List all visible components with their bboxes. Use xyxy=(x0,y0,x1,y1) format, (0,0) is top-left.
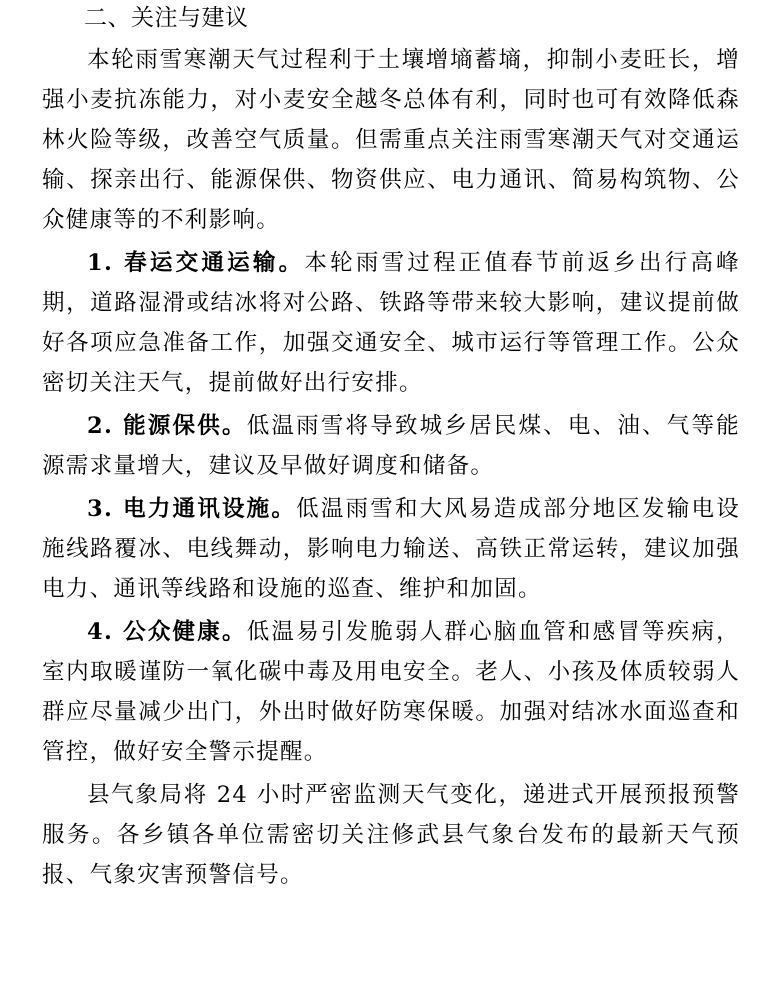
suggestion-health-paragraph xyxy=(42,612,740,772)
paragraph-lead: 2. 能源保供。 xyxy=(87,413,247,439)
paragraph-body: 低温雨雪和大风易造成部分地区发输电设施线路覆冰、电线舞动，影响电力输送、高铁正常运转，建议加强电力、通讯等线路和设施的巡查、维护和加固。 xyxy=(42,496,740,602)
suggestion-power-paragraph xyxy=(42,489,740,609)
paragraph-body: 低温易引发脆弱人群心脑血管和感冒等疾病，室内取暖谨防一氧化碳中毒及用电安全。老人、小孩及体质较弱人群应尽量减少出门，外出时做好防寒保暖。加强对结冰水面巡查和管控，做好安全警示提醒。 xyxy=(42,619,740,765)
paragraph-lead: 3. 电力通讯设施。 xyxy=(87,496,297,522)
closing-paragraph xyxy=(42,775,740,895)
intro-paragraph xyxy=(42,40,740,240)
paragraph-body: 本轮雨雪寒潮天气过程利于土壤增墒蓄墒，抑制小麦旺长，增强小麦抗冻能力，对小麦安全越冬总体有利，同时也可有效降低森林火险等级，改善空气质量。但需重点关注雨雪寒潮天气对交通运输、探亲出行、能源保供、物资供应、电力通讯、简易构筑物、公众健康等的不利影响。 xyxy=(42,47,740,233)
section-heading: 二、关注与建议 xyxy=(84,5,249,31)
suggestion-transport-paragraph xyxy=(42,243,740,403)
paragraph-body: 低温雨雪将导致城乡居民煤、电、油、气等能源需求量增大，建议及早做好调度和储备。 xyxy=(42,413,740,479)
paragraph-lead: 1. 春运交通运输。 xyxy=(87,250,305,276)
suggestion-energy-paragraph xyxy=(42,406,740,486)
paragraph-body: 县气象局将 24 小时严密监测天气变化，递进式开展预报预警服务。各乡镇各单位需密切关注修武县气象台发布的最新天气预报、气象灾害预警信号。 xyxy=(42,782,740,888)
paragraph-body: 本轮雨雪过程正值春节前返乡出行高峰期，道路湿滑或结冰将对公路、铁路等带来较大影响，建议提前做好各项应急准备工作，加强交通安全、城市运行等管理工作。公众密切关注天气，提前做好出行安排。 xyxy=(42,250,740,396)
paragraph-lead: 4. 公众健康。 xyxy=(87,619,247,645)
